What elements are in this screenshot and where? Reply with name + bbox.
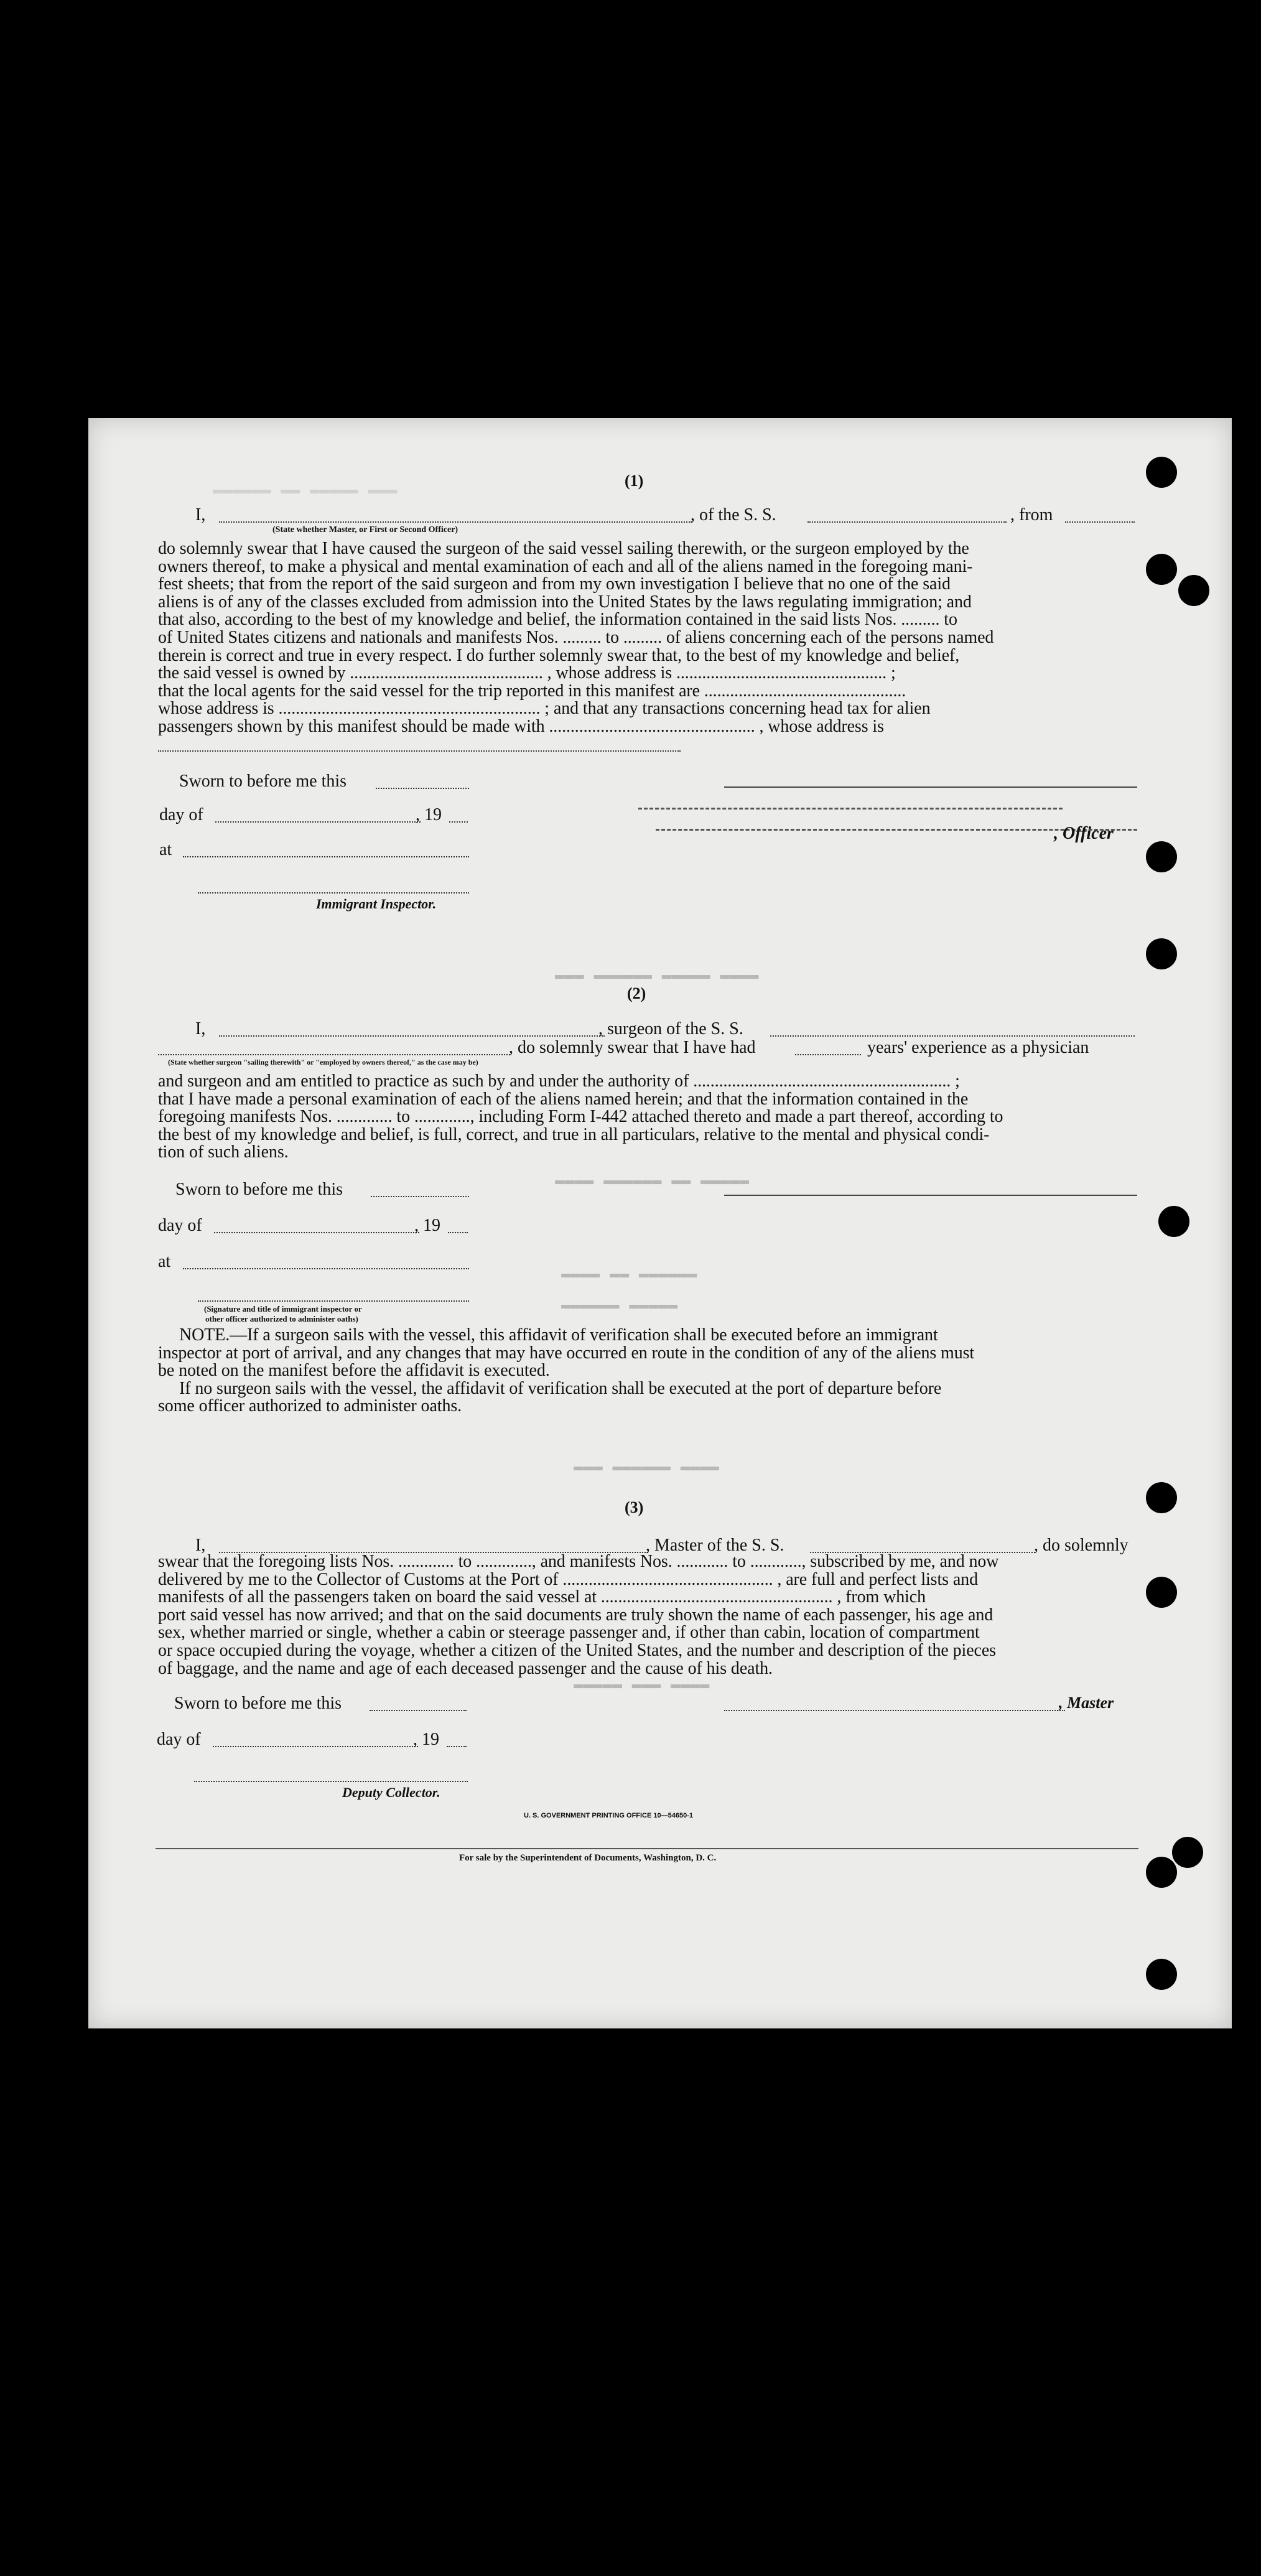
inspector-signature-field[interactable]	[198, 1300, 469, 1302]
master-signature-field[interactable]	[724, 1710, 1065, 1711]
master-label: , Master	[1059, 1694, 1114, 1712]
section2-oath-text	[158, 1073, 1208, 1162]
inspector-title: Immigrant Inspector.	[316, 896, 437, 912]
bleed-through: ▬▬▬▬ ▬▬▬▬▬▬ ▬▬▬	[574, 1457, 720, 1476]
note-text	[158, 1327, 1208, 1416]
note-line	[158, 1380, 1208, 1398]
oath-line: aliens is of any of the classes excluded from admission into the United States by the laws regulating immigration; and	[158, 592, 972, 612]
bleed-through: ▬▬▬▬▬ ▬▬ ▬▬▬▬▬▬ ▬▬▬▬	[555, 1171, 750, 1190]
signature-line[interactable]	[638, 808, 1063, 810]
vessel-name-field[interactable]	[770, 1035, 1135, 1037]
do-swear-label: , do solemnly swear that I have had	[509, 1038, 756, 1057]
note-line: be noted on the manifest before the affidavit is executed.	[158, 1361, 550, 1381]
oath-line: therein is correct and true in every respect. I do further solemnly swear that, to the best of my knowledge and belief,	[158, 645, 960, 665]
oath-line: that also, according to the best of my knowledge and belief, the information contained in the said lists Nos. ......... to	[158, 610, 957, 630]
sworn-label: Sworn to before me this	[174, 1694, 342, 1713]
at-place-field[interactable]	[183, 1268, 469, 1269]
intro-i: I,	[195, 505, 206, 525]
oath-line: port said vessel has now arrived; and that on the said documents are truly shown the name of each passenger, his age and	[158, 1605, 993, 1625]
bleed-through: ▬▬▬ ▬▬▬▬▬ ▬▬ ▬▬▬▬▬▬	[213, 480, 398, 499]
year-field[interactable]	[447, 1746, 467, 1747]
deputy-collector-title: Deputy Collector.	[342, 1785, 440, 1800]
signature-note: other officer authorized to administer oaths)	[205, 1314, 358, 1323]
years-experience-label: years' experience as a physician	[867, 1038, 1089, 1057]
section-number: (3)	[625, 1498, 644, 1516]
day-of-field[interactable]	[215, 821, 421, 823]
oath-line: swear that the foregoing lists Nos. ............. to ............., and manifests Nos. ............ to ............, subscribed by me, and now	[158, 1552, 999, 1571]
officer-label	[1054, 824, 1114, 844]
sworn-date-field[interactable]	[371, 1196, 469, 1197]
signature-note: (Signature and title of immigrant inspector or	[204, 1304, 362, 1314]
note-line-text: If no surgeon sails with the vessel, the affidavit of verification shall be executed at the port of departure before	[179, 1378, 942, 1398]
nineteen-label: , 19	[414, 1216, 440, 1235]
section3-oath-text	[158, 1553, 1208, 1678]
oath-line: foregoing manifests Nos. ............. to ............., including Form I-442 attached thereto and made a part thereof, according to	[158, 1107, 1003, 1127]
do-solemnly-label: , do solemnly	[1034, 1536, 1128, 1555]
signature-line[interactable]	[724, 786, 1137, 788]
oath-line: sex, whether married or single, whether a cabin or steerage passenger and, if other than cabin, location of compartment	[158, 1623, 980, 1643]
master-of-label: , Master of the S. S.	[646, 1536, 784, 1555]
day-of-label: day of	[157, 1730, 201, 1749]
years-field[interactable]	[795, 1054, 861, 1055]
inspector-signature-field[interactable]	[198, 892, 469, 894]
footer-divider	[156, 1848, 1138, 1849]
note-line	[158, 1327, 1208, 1345]
surgeon-note: (State whether surgeon "sailing therewith" or "employed by owners thereof," as the case may be)	[168, 1058, 478, 1066]
punch-hole	[1146, 1959, 1177, 1990]
oath-line: that I have made a personal examination of each of the aliens named herein; and that the information contained in the	[158, 1089, 969, 1109]
bleed-through: ▬▬▬▬ ▬▬▬▬▬ ▬▬▬▬▬▬ ▬▬▬	[555, 966, 759, 984]
bleed-through: ▬▬▬▬ ▬▬▬ ▬▬▬▬▬	[574, 1675, 710, 1694]
oath-line: and surgeon and am entitled to practice as such by and under the authority of ............................................................ ;	[158, 1071, 960, 1091]
sworn-label: Sworn to before me this	[179, 772, 347, 791]
day-of-label: day of	[158, 1216, 202, 1235]
note-line: some officer authorized to administer oaths.	[158, 1396, 462, 1416]
at-place-field[interactable]	[183, 856, 469, 857]
sworn-label: Sworn to before me this	[175, 1180, 343, 1199]
sworn-date-field[interactable]	[370, 1710, 467, 1711]
nineteen-label: , 19	[413, 1730, 439, 1749]
intro-i: I,	[195, 1536, 206, 1555]
officer-note: (State whether Master, or First or Second Officer)	[272, 525, 458, 534]
sworn-date-field[interactable]	[376, 788, 469, 789]
punch-hole	[1146, 841, 1177, 872]
punch-hole	[1146, 938, 1177, 969]
of-ss-label: , of the S. S.	[691, 505, 776, 525]
bleed-through: ▬▬▬▬▬ ▬▬▬▬▬▬	[561, 1295, 678, 1314]
oath-line: or space occupied during the voyage, whether a citizen of the United States, and the number and description of the pieces	[158, 1640, 996, 1660]
surgeon-of-label: , surgeon of the S. S.	[598, 1019, 743, 1038]
oath-line: the said vessel is owned by ............................................. , whose address is ................................................. ;	[158, 663, 896, 683]
from-label: , from	[1010, 505, 1053, 525]
at-label: at	[159, 840, 172, 859]
year-field[interactable]	[449, 821, 468, 823]
oath-line: tion of such aliens.	[158, 1142, 289, 1162]
blank-line[interactable]	[158, 750, 681, 752]
oath-line: do solemnly swear that I have caused the surgeon of the said vessel sailing therewith, or the surgeon employed by the	[158, 539, 969, 558]
officer-name-field[interactable]	[219, 521, 692, 523]
section-number: (2)	[627, 984, 646, 1002]
day-of-field[interactable]	[213, 1746, 418, 1747]
section1-oath-text	[158, 540, 1208, 736]
oath-line: of United States citizens and nationals and manifests Nos. ......... to ......... of aliens concerning each of the persons named	[158, 627, 994, 647]
oath-line: fest sheets; that from the report of the said surgeon and from my own investigation I believe that no one of the said	[158, 574, 951, 594]
punch-hole	[1146, 1857, 1177, 1888]
year-field[interactable]	[448, 1232, 468, 1233]
signature-line[interactable]	[724, 1195, 1137, 1196]
nineteen-label: , 19	[416, 805, 442, 824]
oath-line: of baggage, and the name and age of each deceased passenger and the cause of his death.	[158, 1658, 773, 1678]
oath-line: owners thereof, to make a physical and mental examination of each and all of the aliens named in the foregoing mani-	[158, 556, 973, 576]
day-of-field[interactable]	[214, 1232, 419, 1233]
note-line-text: NOTE.—If a surgeon sails with the vessel, this affidavit of verification shall be executed before an immigrant	[179, 1325, 938, 1345]
oath-line: passengers shown by this manifest should be made with ................................................ , whose address is	[158, 716, 884, 736]
at-label: at	[158, 1252, 171, 1271]
from-port-field[interactable]	[1065, 521, 1135, 523]
punch-hole	[1158, 1206, 1189, 1237]
oath-line: the best of my knowledge and belief, is full, correct, and true in all particulars, relative to the mental and physical condi-	[158, 1124, 990, 1144]
surgeon-name-field[interactable]	[219, 1035, 605, 1037]
punch-hole	[1146, 457, 1177, 488]
oath-line: manifests of all the passengers taken on board the said vessel at ...................................................... , from which	[158, 1587, 926, 1607]
oath-line: whose address is ............................................................. ; and that any transactions concerning head tax for alien	[158, 699, 931, 719]
note-line: inspector at port of arrival, and any changes that may have occurred en route in the condition of any of the aliens must	[158, 1343, 975, 1363]
officer-comma: , Officer	[1054, 824, 1114, 843]
vessel-name-field[interactable]	[807, 521, 1007, 523]
surgeon-status-field[interactable]	[158, 1054, 510, 1055]
oath-line: delivered by me to the Collector of Customs at the Port of ................................................. , are full and perfect lists and	[158, 1569, 978, 1589]
punch-hole	[1172, 1837, 1203, 1868]
section-number: (1)	[625, 472, 644, 490]
for-sale-note: For sale by the Superintendent of Documents, Washington, D. C.	[459, 1853, 717, 1863]
manifest-page	[88, 418, 1232, 2028]
bleed-through: ▬▬▬▬▬▬ ▬▬ ▬▬▬▬	[561, 1264, 697, 1283]
day-of-label: day of	[159, 805, 203, 824]
oath-line: that the local agents for the said vessel for the trip reported in this manifest are ...............................................	[158, 681, 906, 701]
intro-i: I,	[195, 1019, 206, 1038]
collector-signature-field[interactable]	[194, 1781, 468, 1782]
printing-office-imprint: U. S. GOVERNMENT PRINTING OFFICE 10—54650-1	[524, 1812, 694, 1819]
punch-hole	[1146, 1482, 1177, 1513]
